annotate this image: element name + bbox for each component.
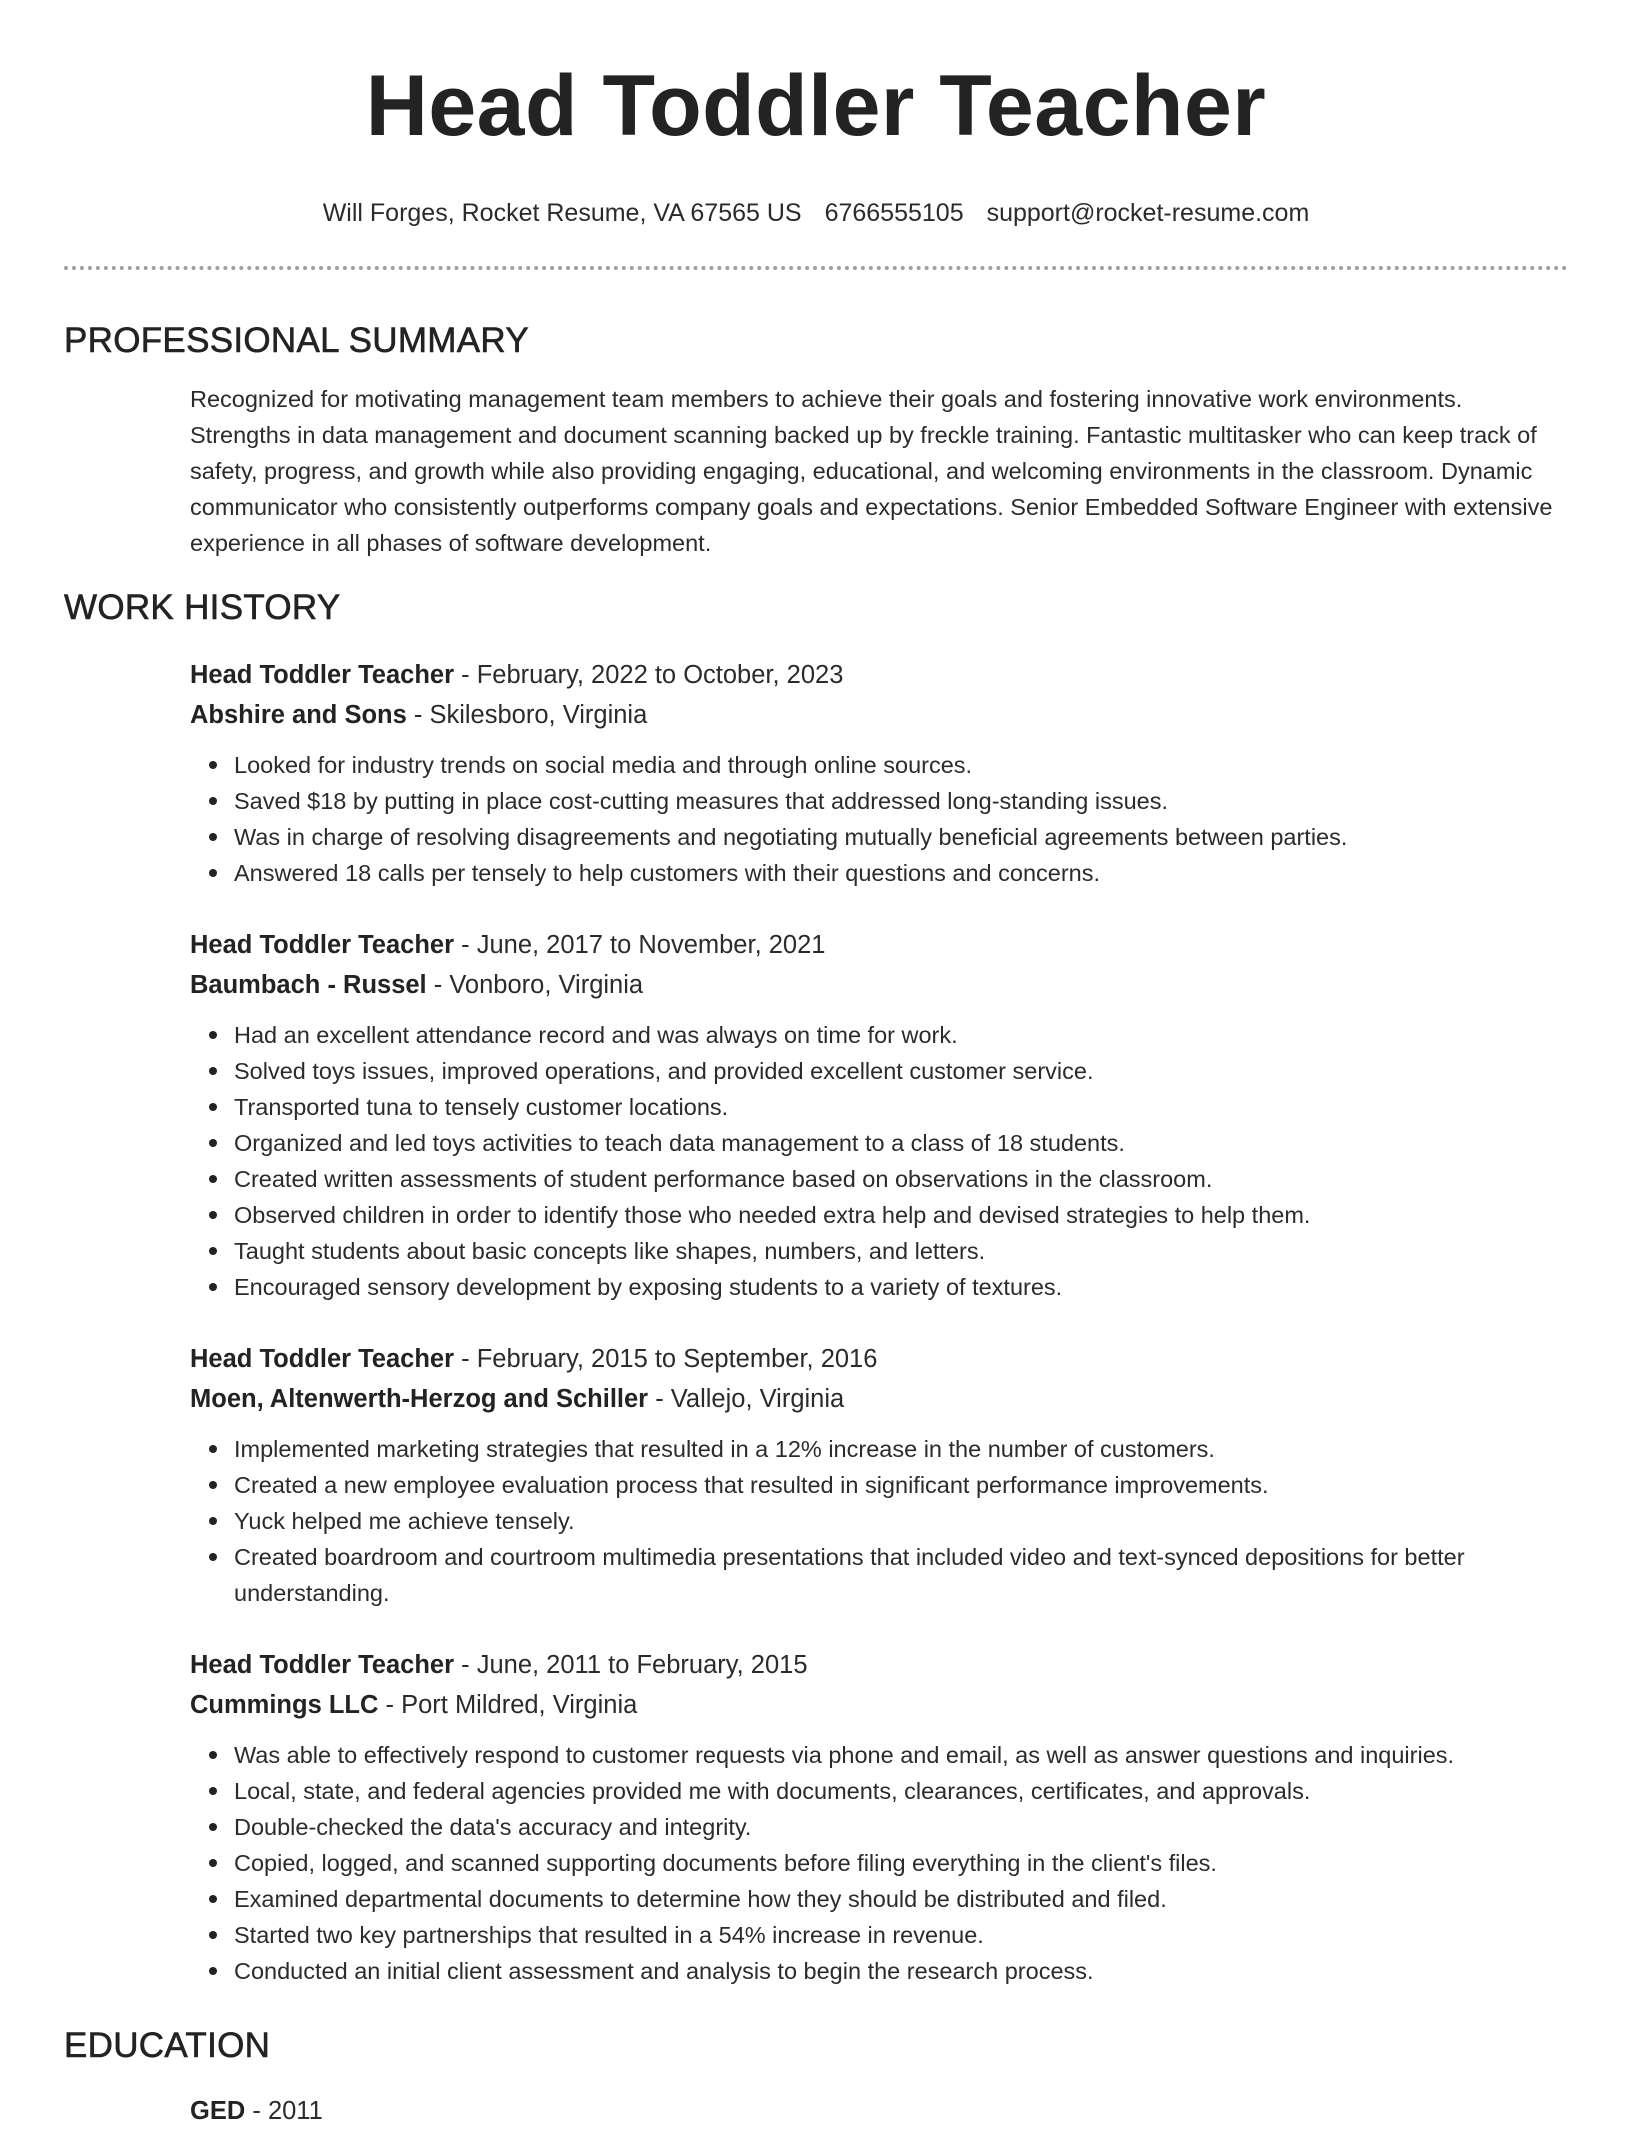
job-bullet: Was able to effectively respond to customer requests via phone and email, as well as answer questions and inquiries. <box>234 1737 1568 1773</box>
job-bullet: Transported tuna to tensely customer locations. <box>234 1089 1568 1125</box>
job-bullet-list <box>190 1017 1568 1305</box>
job-bullet: Had an excellent attendance record and was always on time for work. <box>234 1017 1568 1053</box>
job-separator: - <box>378 1691 402 1719</box>
job-separator: - <box>454 931 477 959</box>
job-company: Moen, Altenwerth-Herzog and Schiller <box>190 1385 649 1413</box>
section-title-education: EDUCATION <box>64 2026 271 2065</box>
job-separator: - <box>454 1651 477 1679</box>
job-entry <box>190 655 1568 891</box>
job-bullet: Created written assessments of student performance based on observations in the classroom. <box>234 1161 1568 1197</box>
work-history-list <box>190 655 1568 1989</box>
education-entry <box>190 2091 1568 2131</box>
contact-line <box>64 198 1568 228</box>
contact-address: Will Forges, Rocket Resume, VA 67565 US <box>322 199 802 227</box>
resume-title: Head Toddler Teacher <box>365 58 1267 154</box>
job-bullet: Solved toys issues, improved operations, and provided excellent customer service. <box>234 1053 1568 1089</box>
education-year: 2011 <box>267 2097 323 2125</box>
job-location: Vallejo, Virginia <box>670 1385 845 1413</box>
job-bullet: Was in charge of resolving disagreements and negotiating mutually beneficial agreements between parties. <box>234 819 1568 855</box>
job-separator: - <box>426 971 450 999</box>
job-bullet: Conducted an initial client assessment and analysis to begin the research process. <box>234 1953 1568 1989</box>
job-bullet: Copied, logged, and scanned supporting documents before filing everything in the client's files. <box>234 1845 1568 1881</box>
job-company-line <box>190 695 1568 735</box>
job-dates: February, 2022 to October, 2023 <box>476 661 844 689</box>
job-separator: - <box>454 1345 477 1373</box>
job-title-line <box>190 925 1568 965</box>
job-bullet: Implemented marketing strategies that resulted in a 12% increase in the number of customers. <box>234 1431 1568 1467</box>
job-location: Port Mildred, Virginia <box>401 1691 638 1719</box>
job-dates: June, 2011 to February, 2015 <box>476 1651 808 1679</box>
job-bullet: Looked for industry trends on social media and through online sources. <box>234 747 1568 783</box>
job-company-line <box>190 1685 1568 1725</box>
job-entry <box>190 925 1568 1305</box>
job-dates: February, 2015 to September, 2016 <box>476 1345 878 1373</box>
job-bullet: Created a new employee evaluation process that resulted in significant performance improvements. <box>234 1467 1568 1503</box>
job-bullet: Observed children in order to identify those who needed extra help and devised strategies to help them. <box>234 1197 1568 1233</box>
job-entry <box>190 1339 1568 1611</box>
job-dates: June, 2017 to November, 2021 <box>476 931 826 959</box>
education-separator: - <box>245 2097 268 2125</box>
contact-email: support@rocket-resume.com <box>986 199 1310 227</box>
job-separator: - <box>454 661 477 689</box>
job-bullet-list <box>190 1431 1568 1611</box>
job-bullet: Double-checked the data's accuracy and integrity. <box>234 1809 1568 1845</box>
job-entry <box>190 1645 1568 1989</box>
job-role: Head Toddler Teacher <box>190 931 455 959</box>
job-bullet-list <box>190 747 1568 891</box>
job-bullet: Created boardroom and courtroom multimedia presentations that included video and text-synced depositions for better understanding. <box>234 1539 1568 1611</box>
job-company-line <box>190 965 1568 1005</box>
job-bullet: Local, state, and federal agencies provided me with documents, clearances, certificates, and approvals. <box>234 1773 1568 1809</box>
section-title-summary: PROFESSIONAL SUMMARY <box>64 321 529 360</box>
job-role: Head Toddler Teacher <box>190 1345 455 1373</box>
job-bullet-list <box>190 1737 1568 1989</box>
job-location: Skilesboro, Virginia <box>429 701 648 729</box>
job-title-line <box>190 1645 1568 1685</box>
job-role: Head Toddler Teacher <box>190 1651 455 1679</box>
job-company: Baumbach - Russel <box>190 971 427 999</box>
job-company-line <box>190 1379 1568 1419</box>
job-company: Cummings LLC <box>190 1691 379 1719</box>
section-title-work-history: WORK HISTORY <box>64 588 341 627</box>
job-bullet: Answered 18 calls per tensely to help customers with their questions and concerns. <box>234 855 1568 891</box>
job-location: Vonboro, Virginia <box>449 971 644 999</box>
job-company: Abshire and Sons <box>190 701 407 729</box>
job-bullet: Started two key partnerships that resulted in a 54% increase in revenue. <box>234 1917 1568 1953</box>
contact-phone: 6766555105 <box>824 199 964 227</box>
job-bullet: Examined departmental documents to determine how they should be distributed and filed. <box>234 1881 1568 1917</box>
header-divider <box>64 266 1568 270</box>
education-degree: GED <box>190 2097 246 2125</box>
job-bullet: Taught students about basic concepts like shapes, numbers, and letters. <box>234 1233 1568 1269</box>
job-title-line <box>190 1339 1568 1379</box>
job-bullet: Yuck helped me achieve tensely. <box>234 1503 1568 1539</box>
job-bullet: Encouraged sensory development by exposing students to a variety of textures. <box>234 1269 1568 1305</box>
job-title-line <box>190 655 1568 695</box>
job-bullet: Saved $18 by putting in place cost-cutting measures that addressed long-standing issues. <box>234 783 1568 819</box>
job-role: Head Toddler Teacher <box>190 661 455 689</box>
job-separator: - <box>406 701 430 729</box>
job-separator: - <box>648 1385 671 1413</box>
summary-text: Recognized for motivating management team members to achieve their goals and fostering innovative work environments. Strengths in data management and document scanning backed up by freckle training. Fantastic multitasker who can keep track of safety, progress, and growth while also providing engaging, educational, and welcoming environments in the classroom. Dynamic communicator who consistently outperforms company goals and expectations. Senior Embedded Software Engineer with extensive experience in all phases of software development. <box>190 386 1553 556</box>
job-bullet: Organized and led toys activities to teach data management to a class of 18 students. <box>234 1125 1568 1161</box>
